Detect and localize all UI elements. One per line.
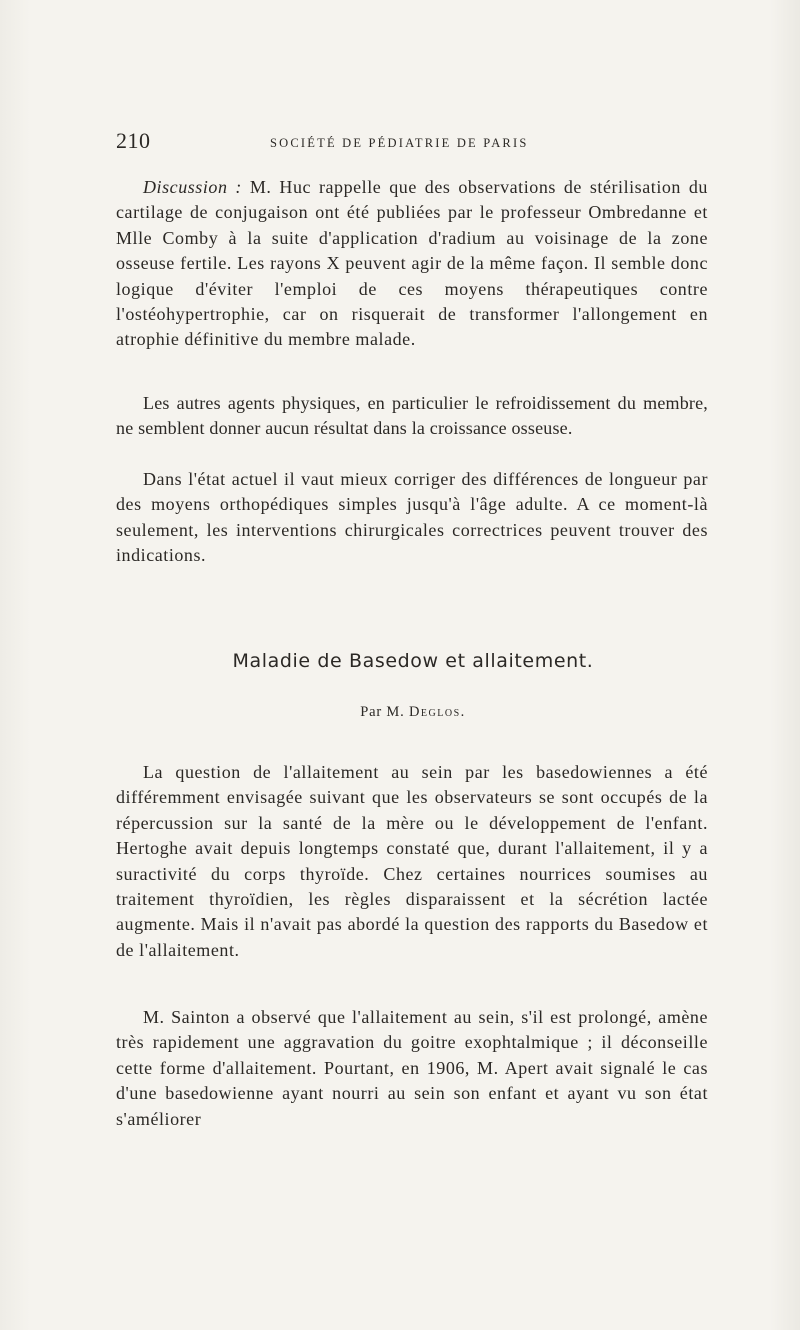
- byline-prefix: Par M.: [360, 704, 409, 720]
- article-paragraph-2: M. Sainton a observé que l'allaitement au sein, s'il est prolongé, amène très rapidement une aggravation du goitre exophtalmique ; il déconseille cette forme d'allaitement. Pourtant, en 1906, M. Apert avait signalé le cas d'une basedowienne ayant nourri au sein son enfant et ayant vu son état s'améliorer: [116, 1007, 708, 1129]
- discussion-paragraph-1: [116, 175, 708, 353]
- running-head: [116, 128, 712, 160]
- discussion-paragraph-3: Dans l'état actuel il vaut mieux corriger des différences de longueur par des moyens orthopédiques simples jusqu'à l'âge adulte. A ce moment-là seulement, les interventions chirurgicales correctrices peuvent trouver des indications.: [116, 469, 708, 566]
- page-number: 210: [116, 128, 151, 153]
- author-name: Deglos.: [408, 704, 466, 720]
- discussion-text-1: M. Huc rappelle que des observations de stérilisation du cartilage de conjugaison ont été publiées par le professeur Ombredanne et Mlle Comby à la suite d'application d'radium au voisinage de la zone osseuse fertile. Les rayons X peuvent agir de la même façon. Il semble donc logique d'éviter l'emploi de ces moyens thérapeutiques contre l'ostéohypertrophie, car on risquerait de transformer l'allongement en atrophie définitive du membre malade.: [116, 177, 708, 350]
- discussion-label: Discussion :: [143, 177, 242, 197]
- discussion-paragraph-2: Les autres agents physiques, en particulier le refroidissement du membre, ne semblent donner aucun résultat dans la croissance osseuse.: [116, 393, 708, 439]
- article-title: Maladie de Basedow et allaitement.: [232, 650, 594, 672]
- article-paragraph-1: La question de l'allaitement au sein par les basedowiennes a été différemment envisagée suivant que les observateurs se sont occupés de la répercussion sur la santé de la mère ou le développement de l'enfant. Hertoghe avait depuis longtemps constaté que, durant l'allaitement, il y a suractivité du corps thyroïde. Chez certaines nourrices soumises au traitement thyroïdien, les règles disparaissent et la sécrétion lactée augmente. Mais il n'avait pas abordé la question des rapports du Basedow et de l'allaitement.: [116, 762, 708, 960]
- article-byline: [116, 704, 710, 721]
- journal-title: SOCIÉTÉ DE PÉDIATRIE DE PARIS: [270, 136, 529, 150]
